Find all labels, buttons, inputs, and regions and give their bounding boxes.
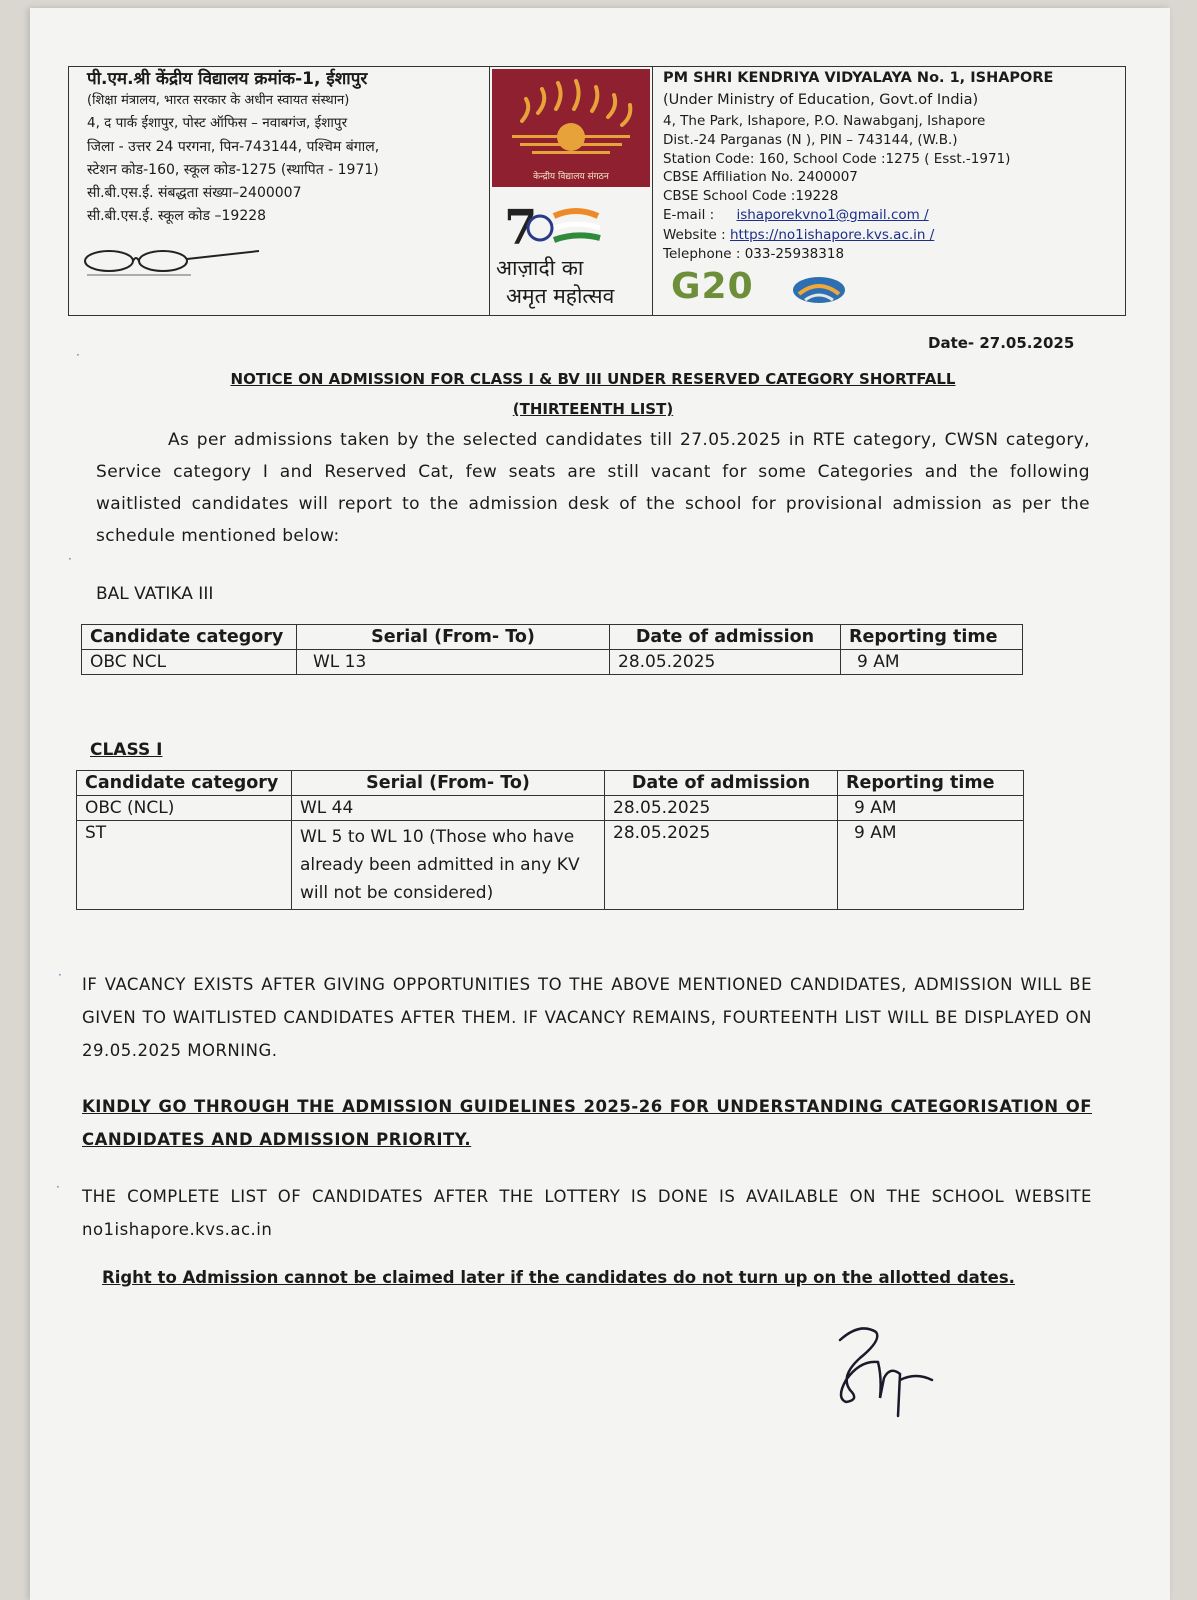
azadi-ka-amrit-mahotsav-logo (496, 192, 646, 312)
kvs-caption: केन्द्रीय विद्यालय संगठन (533, 172, 609, 182)
letterhead-english (653, 67, 1125, 315)
cbse-school-hindi: सी.बी.एस.ई. स्कूल कोड –19228 (87, 208, 267, 224)
codes-english: Station Code: 160, School Code :1275 ( Esst.-1971) (663, 151, 1011, 167)
ministry-english: (Under Ministry of Education, Govt.of India) (663, 92, 979, 108)
table-cell: 9 AM (838, 821, 1024, 910)
intro-text: As per admissions taken by the selected candidates till 27.05.2025 in RTE category, CWSN category, Service category I and Reserved Cat, few seats are still vacant for some Categories and the following waitlisted candidates will report to the admission desk of the school for provisional admission as per the schedule mentioned below: (96, 430, 1090, 546)
azadi-text-line2: अमृत महोत्सव (506, 284, 615, 308)
principal-signature (820, 1320, 950, 1430)
col-header: Candidate category (77, 771, 292, 796)
table-row (77, 796, 1024, 821)
website-label: Website : (663, 227, 726, 243)
codes-hindi: स्टेशन कोड-160, स्कूल कोड-1275 (स्थापित - 1971) (87, 162, 379, 178)
table-cell: OBC NCL (82, 650, 297, 675)
table-cell: 9 AM (841, 650, 1023, 675)
table-header-row (82, 625, 1023, 650)
g20-logo (671, 266, 871, 312)
school-name-english: PM SHRI KENDRIYA VIDYALAYA No. 1, ISHAPORE (663, 70, 1054, 86)
email-row (663, 206, 929, 224)
school-name-hindi: पी.एम.श्री केंद्रीय विद्यालय क्रमांक-1, ईशापुर (87, 69, 368, 89)
svg-text:7: 7 (504, 200, 538, 256)
g20-text: G20 (671, 266, 754, 307)
col-header: Date of admission (605, 771, 838, 796)
col-header: Serial (From- To) (292, 771, 605, 796)
notice-title: NOTICE ON ADMISSION FOR CLASS I & BV III UNDER RESERVED CATEGORY SHORTFALL (230, 370, 956, 388)
table-header-row (77, 771, 1024, 796)
table-cell: OBC (NCL) (77, 796, 292, 821)
guidelines-note: KINDLY GO THROUGH THE ADMISSION GUIDELINES 2025-26 FOR UNDERSTANDING CATEGORISATION OF CANDIDATES AND ADMISSION PRIORITY. (82, 1097, 1092, 1149)
swachh-bharat-logo (81, 243, 261, 279)
cbse-aff-english: CBSE Affiliation No. 2400007 (663, 169, 858, 185)
email-label: E-mail : (663, 207, 715, 223)
class1-table (76, 770, 1024, 910)
website-row (663, 226, 934, 244)
website-link[interactable]: https://no1ishapore.kvs.ac.in / (729, 227, 935, 243)
bv3-table (81, 624, 1023, 675)
notice-subtitle: (THIRTEENTH LIST) (512, 400, 674, 418)
right-to-admission-note: Right to Admission cannot be claimed later if the candidates do not turn up on the allotted dates. (102, 1268, 1015, 1287)
table-cell: 9 AM (838, 796, 1024, 821)
table-cell: WL 13 (297, 650, 610, 675)
kvs-logo (492, 69, 650, 187)
table-row (82, 650, 1023, 675)
cbse-aff-hindi: सी.बी.एस.ई. संबद्धता संख्या–2400007 (87, 185, 302, 201)
margin-mark: · (58, 968, 62, 982)
col-header: Candidate category (82, 625, 297, 650)
table-row (77, 821, 1024, 910)
azadi-text-line1: आज़ादी का (496, 256, 584, 280)
lottery-note: THE COMPLETE LIST OF CANDIDATES AFTER THE LOTTERY IS DONE IS AVAILABLE ON THE SCHOOL WEBSITE no1ishapore.kvs.ac.in (82, 1187, 1092, 1239)
table-cell: WL 5 to WL 10 (Those who have already been admitted in any KV will not be considered) (292, 821, 605, 910)
letterhead-logos (490, 67, 653, 315)
margin-mark: · (56, 1180, 60, 1194)
telephone: Telephone : 033-25938318 (663, 246, 845, 262)
table-cell: 28.05.2025 (605, 796, 838, 821)
notice-date: Date- 27.05.2025 (928, 334, 1075, 352)
margin-mark: · (76, 348, 80, 362)
table-cell: WL 44 (292, 796, 605, 821)
address2-hindi: जिला - उत्तर 24 परगना, पिन-743144, पश्चिम बंगाल, (87, 139, 380, 155)
col-header: Date of admission (610, 625, 841, 650)
address1-english: 4, The Park, Ishapore, P.O. Nawabganj, Ishapore (663, 113, 986, 129)
class1-heading: CLASS I (90, 740, 163, 760)
table-cell: ST (77, 821, 292, 910)
address2-english: Dist.-24 Parganas (N ), PIN – 743144, (W.B.) (663, 132, 958, 148)
letterhead (68, 66, 1126, 316)
col-header: Reporting time (838, 771, 1024, 796)
vacancy-note: IF VACANCY EXISTS AFTER GIVING OPPORTUNITIES TO THE ABOVE MENTIONED CANDIDATES, ADMISSION WILL BE GIVEN TO WAITLISTED CANDIDATES AFTER THEM. IF VACANCY REMAINS, FOURTEENTH LIST WILL BE DISPLAYED ON 29.05.2025 MORNING. (82, 975, 1092, 1060)
ministry-hindi: (शिक्षा मंत्रालय, भारत सरकार के अधीन स्वायत संस्थान) (87, 93, 350, 108)
col-header: Reporting time (841, 625, 1023, 650)
address1-hindi: 4, द पार्क ईशापुर, पोस्ट ऑफिस – नवाबगंज, ईशापुर (87, 115, 348, 131)
cbse-school-english: CBSE School Code :19228 (663, 188, 839, 204)
table-cell: 28.05.2025 (610, 650, 841, 675)
table-cell: 28.05.2025 (605, 821, 838, 910)
margin-mark: · (68, 552, 72, 566)
intro-paragraph (96, 424, 1090, 552)
letterhead-hindi (69, 67, 490, 315)
col-header: Serial (From- To) (297, 625, 610, 650)
email-link[interactable]: ishaporekvno1@gmail.com / (736, 207, 929, 223)
bv3-heading: BAL VATIKA III (96, 584, 214, 604)
